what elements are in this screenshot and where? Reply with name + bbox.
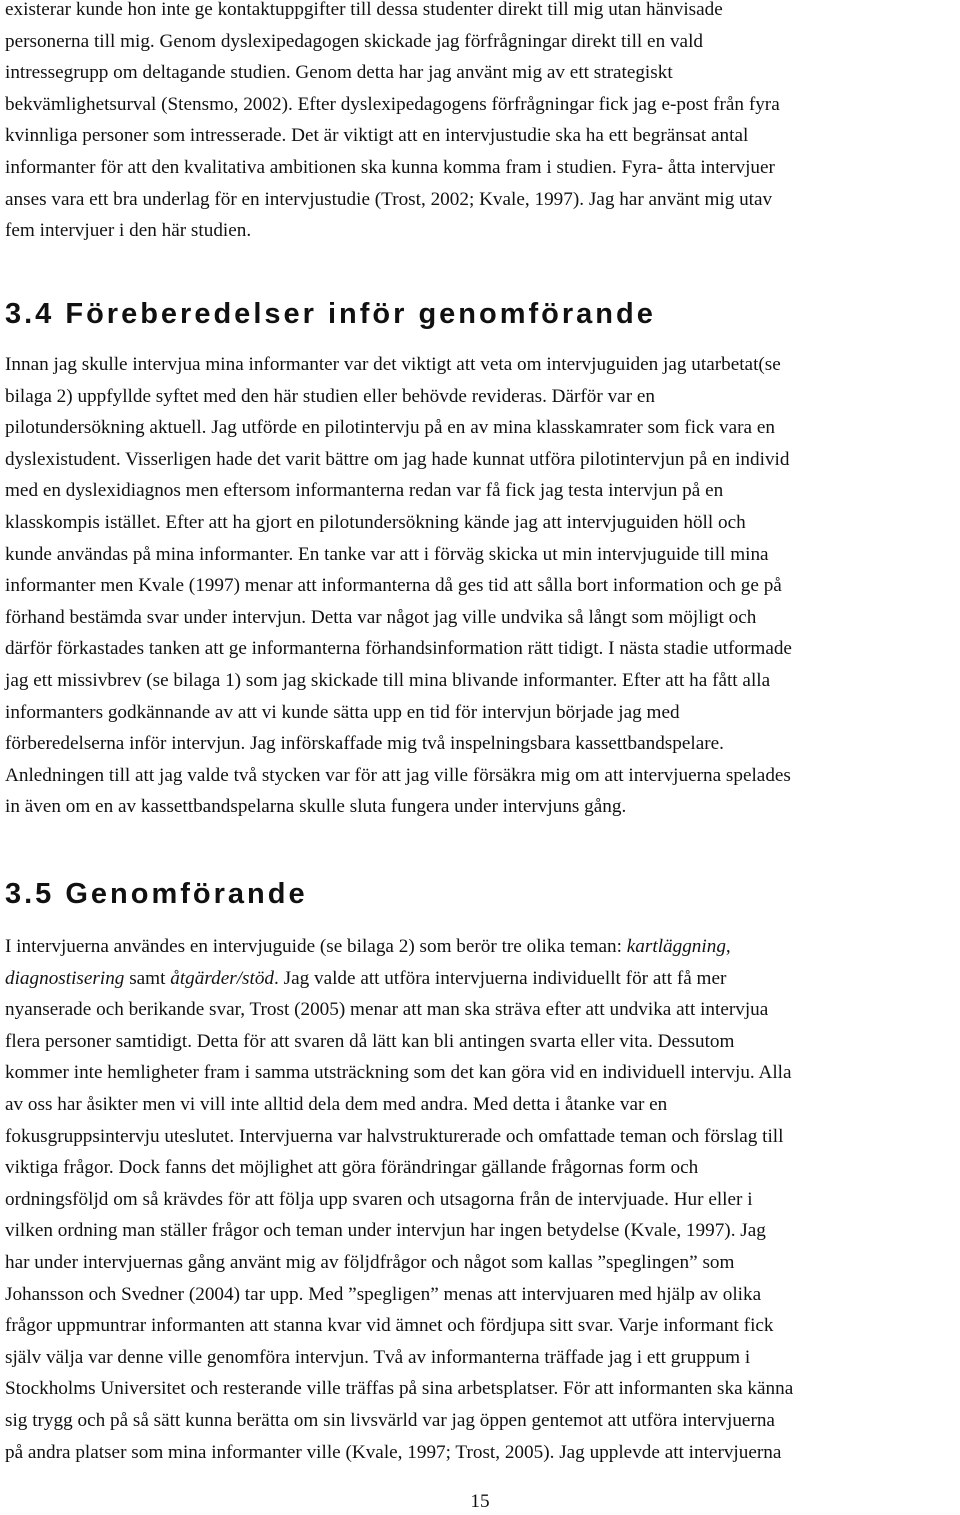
text-line: personerna till mig. Genom dyslexipedagogen skickade jag förfrågningar direkt till en vald	[5, 30, 704, 52]
text-line: därför förkastades tanken att ge informanterna förhandsinformation rätt tidigt. I nästa stadie utformade	[5, 638, 792, 660]
paragraph-section-3-5	[5, 931, 957, 1468]
text-line: Johansson och Svedner (2004) tar upp. Med ”spegligen” menas att intervjuaren med hjälp av olika	[5, 1283, 762, 1305]
text-line: Stockholms Universitet och resterande ville träffas på sina arbetsplatser. För att informanten ska känna	[5, 1378, 794, 1400]
theme-atgarder-stod: åtgärder/stöd	[170, 967, 275, 989]
text-line	[5, 963, 957, 995]
section-heading-3-4: 3.4 Föreberedelser inför genomförande	[5, 298, 656, 330]
text-line: kunde användas på mina informanter. En tanke var att i förväg skicka ut min intervjuguide till mina	[5, 543, 769, 565]
text-line	[5, 931, 957, 963]
page-number: 15	[470, 1491, 490, 1512]
text-line: existerar kunde hon inte ge kontaktuppgifter till dessa studenter direkt till mig utan hänvisade	[5, 0, 723, 20]
text-line: jag ett missivbrev (se bilaga 1) som jag skickade till mina blivande informanter. Efter att ha fått alla	[5, 669, 771, 691]
text-line: intressegrupp om deltagande studien. Genom detta har jag använt mig av ett strategiskt	[5, 62, 673, 84]
theme-diagnostisering: diagnostisering	[5, 967, 125, 989]
text-line: klasskompis istället. Efter att ha gjort en pilotundersökning kände jag att intervjuguiden höll och	[5, 511, 746, 533]
text-line: kvinnliga personer som intresserade. Det är viktigt att en intervjustudie ska ha ett begränsat antal	[5, 125, 749, 147]
text-fragment: samt	[124, 967, 171, 989]
text-line: flera personer samtidigt. Detta för att svaren då lätt kan bli antingen svarta eller vita. Dessutom	[5, 1030, 735, 1052]
text-line: dyslexistudent. Visserligen hade det varit bättre om jag hade kunnat utföra pilotintervjun på en individ	[5, 448, 790, 470]
text-line: fokusgruppsintervju uteslutet. Intervjuerna var halvstrukturerade och omfattade teman och förslag till	[5, 1125, 784, 1147]
text-line: har under intervjuernas gång använt mig av följdfrågor och något som kallas ”speglingen” som	[5, 1251, 735, 1273]
text-fragment: I intervjuerna användes en intervjuguide (se bilaga 2) som berör tre olika teman:	[5, 936, 627, 957]
text-line: sig trygg och på så sätt kunna berätta om sin livsvärld var jag öppen gentemot att utföra intervjuerna	[5, 1409, 775, 1431]
text-line: med en dyslexidiagnos men eftersom informanterna redan var få fick jag testa intervjun på en	[5, 480, 724, 502]
text-line: informanter för att den kvalitativa ambitionen ska kunna komma fram i studien. Fyra- åtta intervjuer	[5, 156, 775, 178]
section-heading-3-5: 3.5 Genomförande	[5, 878, 308, 910]
text-line: ordningsföljd om så krävdes för att följa upp svaren och utsagorna från de intervjuade. Hur eller i	[5, 1188, 753, 1210]
text-line: Anledningen till att jag valde två stycken var för att jag ville försäkra mig om att intervjuerna spelades	[5, 764, 791, 786]
paragraph-intro	[5, 0, 957, 247]
text-fragment: ,	[725, 936, 731, 957]
text-line: fem intervjuer i den här studien.	[5, 220, 252, 242]
text-line: kommer inte hemligheter fram i samma utsträckning som det kan göra vid en individuell intervju. Alla	[5, 1062, 792, 1084]
text-line: vilken ordning man ställer frågor och teman under intervjun har ingen betydelse (Kvale, 1997). Jag	[5, 1220, 766, 1242]
text-line: själv välja var denne ville genomföra intervjun. Två av informanterna träffade jag i ett gruppum i	[5, 1346, 751, 1368]
text-line: nyanserade och berikande svar, Trost (2005) menar att man ska sträva efter att undvika att intervjua	[5, 999, 769, 1021]
text-line: Innan jag skulle intervjua mina informanter var det viktigt att veta om intervjuguiden jag utarbetat(se	[5, 354, 781, 375]
text-line: bilaga 2) uppfyllde syftet med den här studien eller behövde revideras. Därför var en	[5, 385, 655, 407]
text-line: viktiga frågor. Dock fanns det möjlighet att göra förändringar gällande frågornas form och	[5, 1157, 699, 1179]
text-line: bekvämlighetsurval (Stensmo, 2002). Efter dyslexipedagogens förfrågningar fick jag e-post från fyra	[5, 93, 780, 115]
paragraph-section-3-4	[5, 349, 957, 823]
text-line: pilotundersökning aktuell. Jag utförde en pilotintervju på en av mina klasskamrater som fick vara en	[5, 417, 775, 439]
text-line: informanter men Kvale (1997) menar att informanterna då ges tid att sålla bort information och ge på	[5, 575, 782, 597]
text-line: informanters godkännande av att vi kunde sätta upp en tid för intervjun började jag med	[5, 701, 680, 723]
text-line: förberedelserna inför intervjun. Jag införskaffade mig två inspelningsbara kassettbandspelare.	[5, 733, 724, 755]
text-line: frågor uppmuntrar informanten att stanna kvar vid ämnet och fördjupa sitt svar. Varje informant fick	[5, 1315, 774, 1337]
text-line: av oss har åsikter men vi vill inte alltid dela dem med andra. Med detta i åtanke var en	[5, 1093, 668, 1115]
text-line: på andra platser som mina informanter ville (Kvale, 1997; Trost, 2005). Jag upplevde att intervjuerna	[5, 1441, 782, 1463]
text-line: in även om en av kassettbandspelarna skulle sluta fungera under intervjuns gång.	[5, 796, 627, 818]
theme-kartlaggning: kartläggning	[626, 936, 726, 957]
text-line: anses vara ett bra underlag för en intervjustudie (Trost, 2002; Kvale, 1997). Jag har använt mig utav	[5, 188, 773, 210]
text-fragment: . Jag valde att utföra intervjuerna individuellt för att få mer	[274, 967, 727, 989]
text-line: förhand bestämda svar under intervjun. Detta var något jag ville undvika så långt som möjligt och	[5, 606, 757, 628]
